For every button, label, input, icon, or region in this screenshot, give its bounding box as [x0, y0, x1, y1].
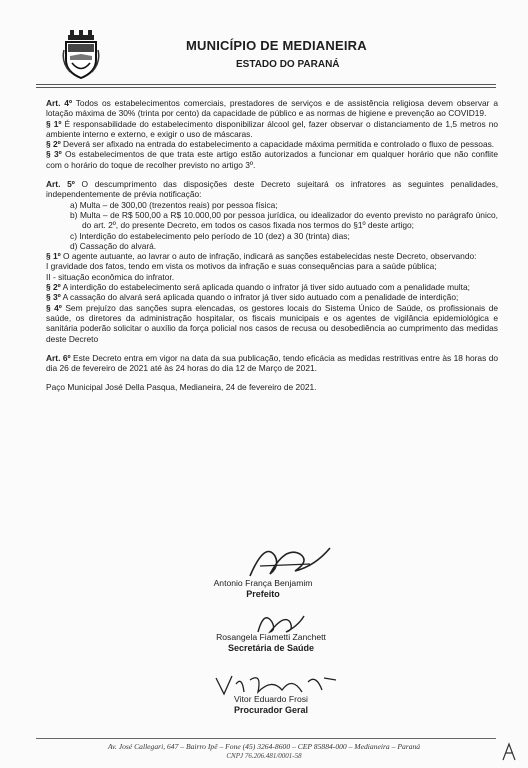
article-5-text: O descumprimento das disposições deste Decreto sujeitará os infratores as seguintes penalidades, independentemente de prévia notificação: — [46, 179, 499, 200]
paragraph-text: Os estabelecimentos de que trata este artigo estão autorizados a funcionar em qualquer horário que não conflite com o horário do toque de recolher previsto no artigo 3º. — [46, 149, 498, 170]
article-4-paragraph-1 — [46, 119, 498, 140]
signature-block-attorney — [196, 694, 346, 716]
article-5-label: Art. 5º — [46, 179, 75, 190]
article-4-paragraph-3 — [46, 149, 498, 170]
article-6-text: Este Decreto entra em vigor na data da sua publicação, tendo eficácia as medidas restritivas entre às 18 horas do dia 26 de fevereiro de 2021 até às 24 horas do dia 12 de Março de 2021. — [46, 352, 499, 374]
signatory-name: Antonio França Benjamim — [213, 578, 313, 588]
state-subtitle: ESTADO DO PARANÁ — [236, 59, 340, 70]
paragraph-label: § 1º — [46, 118, 62, 129]
article-6-label: Art. 6º — [46, 352, 71, 363]
signatory-role: Secretária de Saúde — [227, 643, 315, 653]
footer-address: Av. José Callegari, 647 – Bairro Ipê – Fone (45) 3264-8600 – CEP 85884-000 – Medianeira – Paraná — [107, 742, 421, 751]
article-5-paragraph-1 — [46, 251, 498, 261]
paragraph-text: Sem prejuízo das sanções supra elencadas, os gestores locais do Sistema Único de Saúde, os profissionais de saúde, os diretores da administração hospitalar, os fiscais municipais e os agentes de vigilância epidemiológica e sanitária poderão solicitar o auxílio da força policial nos casos de recusa ou desobediência ao cumprimento das medidas deste Decreto — [46, 302, 499, 344]
penalty-item: d) Cassação do alvará. — [70, 240, 157, 251]
header-divider-thin — [36, 87, 496, 88]
paragraph-label: § 3º — [46, 292, 61, 303]
footer-cnpj: CNPJ 76.206.481/0001-58 — [226, 752, 302, 760]
paragraph-text: Deverá ser afixado na entrada do estabelecimento a capacidade máxima permitida e controlado o fluxo de pessoas. — [63, 139, 495, 150]
paragraph-label: § 1º — [46, 251, 61, 262]
paragraph-text: A interdição do estabelecimento será aplicada quando o infrator já tiver sido autuado com a penalidade multa; — [62, 282, 470, 293]
place-and-date: Paço Municipal José Della Pasqua, Medianeira, 24 de fevereiro de 2021. — [46, 382, 317, 393]
footer-divider — [36, 738, 496, 739]
article-6 — [46, 353, 498, 374]
penalty-item: b) Multa – de R$ 500,00 a R$ 10.000,00 por pessoa jurídica, ou idealizador do evento previsto no parágrafo único, do art. 2º, do presente Decreto, em todos os casos fixada nos termos do §1º deste artigo; — [70, 209, 498, 231]
signatory-name: Rosangela Fiametti Zanchett — [216, 632, 326, 642]
signatory-name: Vitor Eduardo Frosi — [234, 694, 308, 704]
municipality-title: MUNICÍPIO DE MEDIANEIRA — [186, 38, 367, 53]
signature-block-health-secretary — [186, 632, 356, 654]
penalty-list — [46, 200, 498, 251]
criterion-i: I gravidade dos fatos, tendo em vista os motivos da infração e suas consequências para a saúde pública; — [46, 261, 437, 272]
paragraph-label: § 2º — [46, 139, 61, 150]
penalty-item: a) Multa – de 300,00 (trezentos reais) por pessoa física; — [70, 199, 278, 210]
header-divider — [36, 84, 496, 85]
paragraph-label: § 4º — [46, 302, 62, 313]
signature-block-mayor — [188, 578, 338, 600]
paragraph-text: É responsabilidade do estabelecimento disponibilizar álcool gel, fazer observar o distanciamento de 1,5 metros no ambiente interno e externo, e exigir o uso de máscaras. — [46, 118, 499, 139]
article-4-text: Todos os estabelecimentos comerciais, prestadores de serviços e de assistência religiosa devem observar a lotação máxima de 30% (trinta por cento) da capacidade de público e as normas de higiene e prevenção ao COVID19. — [46, 98, 498, 119]
initials-mark-icon — [500, 742, 518, 762]
article-4-paragraph-2 — [46, 139, 498, 149]
paragraph-text: A cassação do alvará será aplicada quando o infrator já tiver sido autuado com a penalidade de interdição; — [62, 292, 459, 303]
article-5 — [46, 179, 498, 200]
article-5-paragraph-2 — [46, 282, 498, 292]
decree-body — [46, 98, 498, 393]
criterion-ii: II - situação econômica do infrator. — [46, 271, 175, 282]
article-5-paragraph-3 — [46, 292, 498, 302]
municipal-coat-of-arms-icon — [62, 30, 100, 80]
signatory-role: Procurador Geral — [233, 705, 309, 715]
signatory-role: Prefeito — [246, 589, 280, 599]
article-4-label: Art. 4º — [46, 98, 73, 108]
paragraph-label: § 3º — [46, 149, 62, 160]
article-5-paragraph-4 — [46, 303, 498, 344]
paragraph-label: § 2º — [46, 282, 61, 293]
paragraph-text: O agente autuante, ao lavrar o auto de infração, indicará as sanções estabelecidas neste Decreto, observando: — [63, 251, 477, 262]
penalty-item: c) Interdição do estabelecimento pelo período de 10 (dez) a 30 (trinta) dias; — [70, 230, 350, 241]
article-4 — [46, 98, 498, 119]
